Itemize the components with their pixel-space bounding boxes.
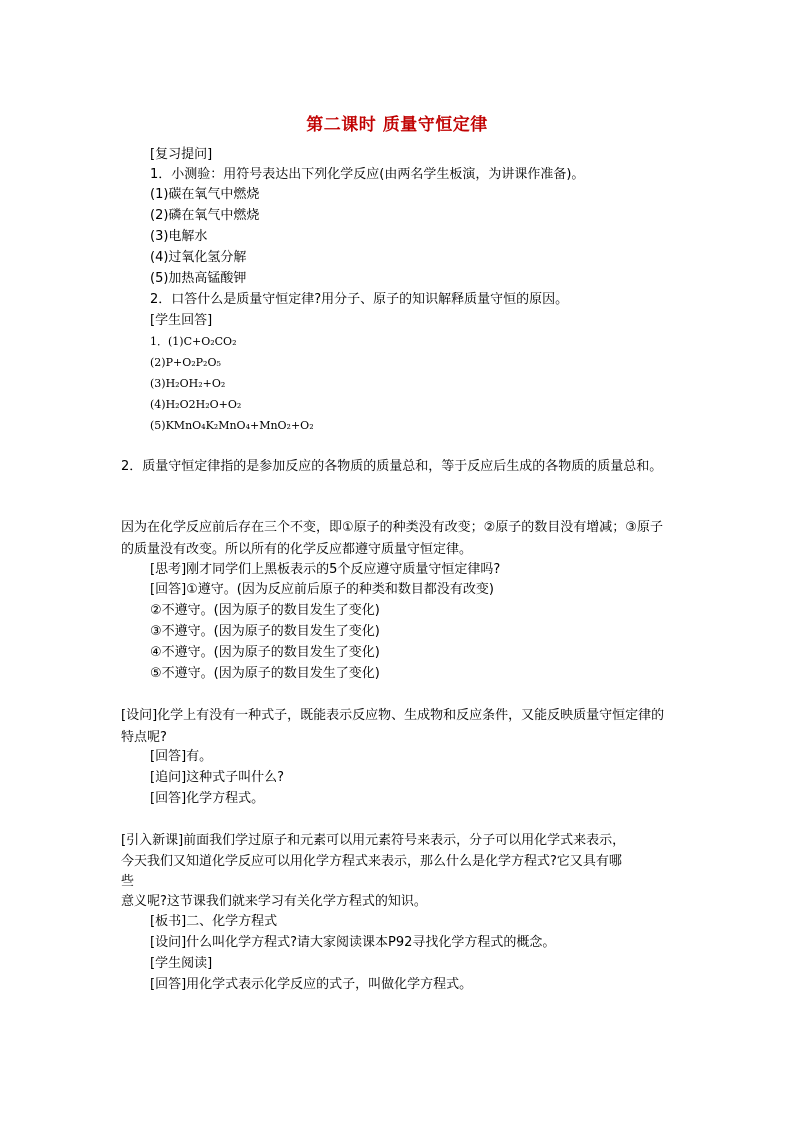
set-answer-1: [回答]有。 <box>150 749 213 764</box>
thinking-answer: ②不遵守。(因为原子的数目发生了变化) <box>150 603 380 618</box>
intro-line: 意义呢?这节课我们就来学习有关化学方程式的知识。 <box>121 894 427 909</box>
intro-line: [引入新课]前面我们学过原子和元素可以用元素符号来表示，分子可以用化学式来表示， <box>121 833 626 848</box>
formula-line: (5)KMnO₄K₂MnO₄+MnO₂+O₂ <box>150 419 314 432</box>
formula-line: (2)P+O₂P₂O₅ <box>150 356 221 369</box>
review-question-1: 1．小测验：用符号表达出下列化学反应(由两名学生板演，为讲课作准备)。 <box>150 167 585 182</box>
set-question-paragraph: [设问]化学上有没有一种式子，既能表示反应物、生成物和反应条件，又能反映质量守恒定律的特点呢? <box>121 708 665 745</box>
page-title: 第二课时 质量守恒定律 <box>306 115 488 135</box>
board-title: [板书]二、化学方程式 <box>150 914 278 929</box>
formula-line: 1．(1)C+O₂CO₂ <box>150 335 237 348</box>
formula-line: (4)H₂O2H₂O+O₂ <box>150 398 242 411</box>
intro-line: 些 <box>121 874 135 889</box>
law-definition-paragraph: 2．质量守恒定律指的是参加反应的各物质的质量总和，等于反应后生成的各物质的质量总和。 <box>121 459 663 474</box>
student-answer-heading: [学生回答] <box>150 313 213 328</box>
formula-line: (3)H₂OH₂+O₂ <box>150 377 226 390</box>
set-answer-2: [回答]化学方程式。 <box>150 791 265 806</box>
reason-paragraph: 因为在化学反应前后存在三个不变，即①原子的种类没有改变；②原子的数目没有增减；③原子的质量没有改变。所以所有的化学反应都遵守质量守恒定律。 <box>121 520 663 557</box>
thinking-answer: ③不遵守。(因为原子的数目发生了变化) <box>150 624 380 639</box>
thinking-answer: ⑤不遵守。(因为原子的数目发生了变化) <box>150 666 380 681</box>
follow-up-question: [追问]这种式子叫什么? <box>150 770 285 785</box>
thinking-question: [思考]刚才同学们上黑板表示的5个反应遵守质量守恒定律吗? <box>150 562 501 577</box>
review-heading: [复习提问] <box>150 147 213 162</box>
review-item: (1)碳在氧气中燃烧 <box>150 187 260 202</box>
board-question: [设问]什么叫化学方程式?请大家阅读课本P92寻找化学方程式的概念。 <box>150 935 556 950</box>
thinking-answer: ④不遵守。(因为原子的数目发生了变化) <box>150 645 380 660</box>
review-question-2: 2．口答什么是质量守恒定律?用分子、原子的知识解释质量守恒的原因。 <box>150 292 569 307</box>
thinking-answer: [回答]①遵守。(因为反应前后原子的种类和数目都没有改变) <box>150 582 494 597</box>
review-item: (4)过氧化氢分解 <box>150 250 247 265</box>
review-item: (2)磷在氧气中燃烧 <box>150 208 260 223</box>
review-item: (3)电解水 <box>150 229 208 244</box>
review-item: (5)加热高锰酸钾 <box>150 271 247 286</box>
intro-line: 今天我们又知道化学反应可以用化学方程式来表示，那么什么是化学方程式?它又具有哪 <box>121 854 622 869</box>
board-answer: [回答]用化学式表示化学反应的式子，叫做化学方程式。 <box>150 977 473 992</box>
student-reading: [学生阅读] <box>150 956 213 971</box>
